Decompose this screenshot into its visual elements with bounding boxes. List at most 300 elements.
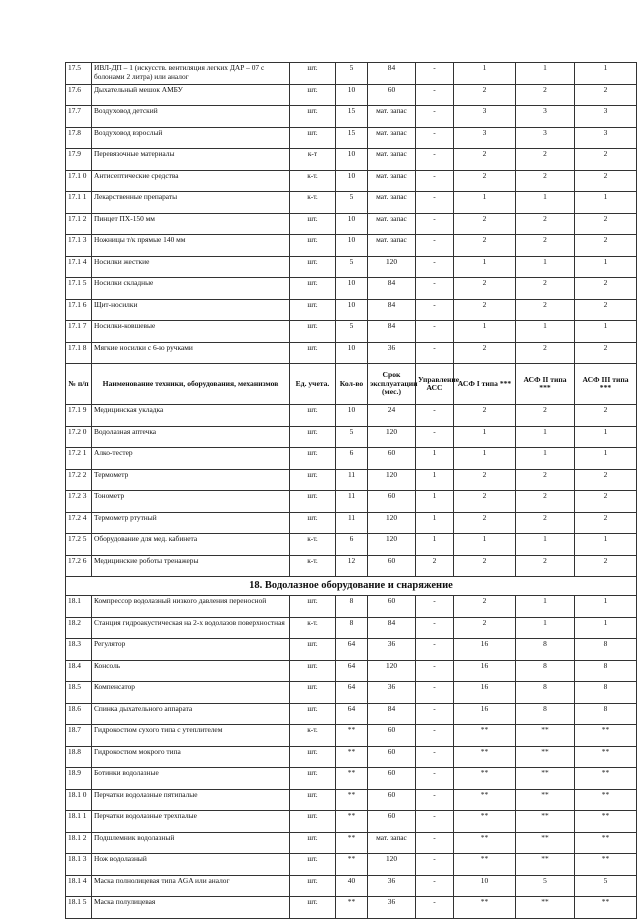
row-asf1: **	[454, 854, 516, 876]
row-num: 18.1 1	[66, 811, 92, 833]
header-name: Наименование техники, оборудования, механизмов	[92, 364, 290, 405]
row-asf3: 8	[575, 639, 637, 661]
row-num: 18.4	[66, 660, 92, 682]
row-asf2: 3	[516, 106, 575, 128]
row-mgmt: -	[416, 63, 454, 85]
row-unit: шт.	[290, 596, 336, 618]
row-asf1: 16	[454, 703, 516, 725]
row-qty: 10	[336, 170, 368, 192]
row-asf3: 3	[575, 127, 637, 149]
row-asf2: 2	[516, 491, 575, 513]
row-asf3: 8	[575, 703, 637, 725]
row-qty: 10	[336, 405, 368, 427]
row-asf2: 2	[516, 213, 575, 235]
row-asf2: 8	[516, 660, 575, 682]
table-row	[66, 426, 637, 448]
row-asf3: 1	[575, 448, 637, 470]
row-mgmt: -	[416, 321, 454, 343]
row-unit: к-т.	[290, 617, 336, 639]
row-name: Компрессор водолазный низкого давления переносной	[92, 596, 290, 618]
row-num: 18.1	[66, 596, 92, 618]
row-unit: шт.	[290, 811, 336, 833]
row-qty: **	[336, 811, 368, 833]
table-row	[66, 703, 637, 725]
table-row	[66, 768, 637, 790]
row-mgmt: -	[416, 170, 454, 192]
row-qty: 11	[336, 512, 368, 534]
row-mgmt: -	[416, 84, 454, 106]
row-asf3: **	[575, 725, 637, 747]
row-asf1: 10	[454, 875, 516, 897]
row-mgmt: 1	[416, 534, 454, 556]
row-term: мат. запас	[368, 192, 416, 214]
row-unit: шт.	[290, 235, 336, 257]
row-mgmt: -	[416, 405, 454, 427]
table-row	[66, 213, 637, 235]
row-mgmt: -	[416, 897, 454, 919]
table-row	[66, 278, 637, 300]
row-asf3: 2	[575, 555, 637, 577]
row-asf1: 2	[454, 405, 516, 427]
row-asf1: 2	[454, 596, 516, 618]
row-num: 17.2 4	[66, 512, 92, 534]
row-term: 120	[368, 256, 416, 278]
row-asf1: 1	[454, 63, 516, 85]
row-unit: к-т	[290, 149, 336, 171]
row-asf3: **	[575, 854, 637, 876]
table-row	[66, 321, 637, 343]
row-term: 24	[368, 405, 416, 427]
row-asf3: 2	[575, 170, 637, 192]
row-asf1: 2	[454, 512, 516, 534]
row-name: Компенсатор	[92, 682, 290, 704]
row-qty: 12	[336, 555, 368, 577]
row-unit: шт.	[290, 106, 336, 128]
row-asf3: **	[575, 811, 637, 833]
row-term: 120	[368, 534, 416, 556]
row-qty: 10	[336, 213, 368, 235]
row-asf2: **	[516, 789, 575, 811]
row-term: 120	[368, 660, 416, 682]
row-asf2: 1	[516, 321, 575, 343]
row-unit: шт.	[290, 491, 336, 513]
row-term: 84	[368, 703, 416, 725]
table-row	[66, 106, 637, 128]
row-term: 36	[368, 342, 416, 364]
row-qty: 64	[336, 660, 368, 682]
row-mgmt: -	[416, 875, 454, 897]
row-unit: шт.	[290, 897, 336, 919]
row-qty: 5	[336, 426, 368, 448]
row-asf2: 2	[516, 555, 575, 577]
table-row	[66, 256, 637, 278]
equipment-table	[65, 62, 637, 919]
table-row	[66, 448, 637, 470]
row-asf1: 3	[454, 106, 516, 128]
row-asf1: 1	[454, 192, 516, 214]
row-unit: шт.	[290, 789, 336, 811]
row-asf2: 2	[516, 149, 575, 171]
row-unit: шт.	[290, 639, 336, 661]
row-asf2: 2	[516, 512, 575, 534]
table-row	[66, 299, 637, 321]
row-name: Алко-тестер	[92, 448, 290, 470]
row-qty: 10	[336, 84, 368, 106]
table-row	[66, 149, 637, 171]
row-asf1: 16	[454, 660, 516, 682]
row-term: 36	[368, 897, 416, 919]
row-name: Ботинки водолазные	[92, 768, 290, 790]
row-mgmt: -	[416, 149, 454, 171]
row-term: 120	[368, 469, 416, 491]
row-asf3: 2	[575, 84, 637, 106]
row-term: 60	[368, 555, 416, 577]
row-mgmt: -	[416, 682, 454, 704]
row-term: мат. запас	[368, 149, 416, 171]
row-term: 36	[368, 682, 416, 704]
row-asf1: 1	[454, 534, 516, 556]
row-term: 60	[368, 811, 416, 833]
row-asf3: 1	[575, 63, 637, 85]
row-num: 17.2 1	[66, 448, 92, 470]
row-name: Водолазная аптечка	[92, 426, 290, 448]
row-qty: **	[336, 725, 368, 747]
row-asf1: **	[454, 725, 516, 747]
table-row	[66, 127, 637, 149]
row-qty: 15	[336, 127, 368, 149]
row-asf1: 2	[454, 278, 516, 300]
row-num: 17.1 9	[66, 405, 92, 427]
header-term: Срок эксплуатации (мес.)	[368, 364, 416, 405]
row-name: Носилки складные	[92, 278, 290, 300]
row-num: 17.1 0	[66, 170, 92, 192]
row-qty: 10	[336, 149, 368, 171]
row-name: Щит-носилки	[92, 299, 290, 321]
table-section-b	[66, 405, 637, 577]
row-unit: шт.	[290, 342, 336, 364]
row-name: Медицинская укладка	[92, 405, 290, 427]
row-qty: 8	[336, 596, 368, 618]
row-num: 17.8	[66, 127, 92, 149]
row-name: Тонометр	[92, 491, 290, 513]
row-mgmt: 1	[416, 491, 454, 513]
row-asf1: 2	[454, 84, 516, 106]
row-qty: 11	[336, 469, 368, 491]
row-qty: 10	[336, 278, 368, 300]
row-name: Пинцет ПХ-150 мм	[92, 213, 290, 235]
row-asf2: **	[516, 746, 575, 768]
row-unit: шт.	[290, 426, 336, 448]
header-num: № п/п	[66, 364, 92, 405]
row-asf3: 1	[575, 534, 637, 556]
row-name: Перчатки водолазные пятипалые	[92, 789, 290, 811]
row-asf3: 1	[575, 426, 637, 448]
row-asf2: 1	[516, 534, 575, 556]
row-unit: шт.	[290, 256, 336, 278]
row-mgmt: -	[416, 746, 454, 768]
row-name: Маска полулицевая	[92, 897, 290, 919]
row-asf1: 2	[454, 213, 516, 235]
table-row	[66, 405, 637, 427]
row-qty: 10	[336, 235, 368, 257]
table-row	[66, 639, 637, 661]
table-row	[66, 617, 637, 639]
header-mgmt: Управление АСС	[416, 364, 454, 405]
row-asf2: **	[516, 768, 575, 790]
row-mgmt: -	[416, 639, 454, 661]
row-asf3: 1	[575, 192, 637, 214]
row-mgmt: -	[416, 854, 454, 876]
row-unit: шт.	[290, 703, 336, 725]
row-unit: к-т.	[290, 725, 336, 747]
row-unit: шт.	[290, 512, 336, 534]
row-name: Воздуховод взрослый	[92, 127, 290, 149]
row-unit: к-т.	[290, 192, 336, 214]
row-asf1: 2	[454, 235, 516, 257]
row-name: Оборудование для мед. кабинета	[92, 534, 290, 556]
row-name: Ножницы т/к прямые 140 мм	[92, 235, 290, 257]
row-asf1: **	[454, 789, 516, 811]
row-asf3: 1	[575, 321, 637, 343]
row-mgmt: 1	[416, 512, 454, 534]
row-asf3: **	[575, 897, 637, 919]
row-asf1: **	[454, 768, 516, 790]
row-num: 17.1 3	[66, 235, 92, 257]
row-qty: 15	[336, 106, 368, 128]
row-term: 60	[368, 448, 416, 470]
row-mgmt: -	[416, 789, 454, 811]
row-asf2: 8	[516, 639, 575, 661]
row-asf3: 2	[575, 213, 637, 235]
row-qty: **	[336, 832, 368, 854]
row-asf2: 8	[516, 682, 575, 704]
row-asf2: **	[516, 832, 575, 854]
row-mgmt: -	[416, 235, 454, 257]
row-qty: **	[336, 897, 368, 919]
row-asf1: 1	[454, 448, 516, 470]
row-unit: к-т.	[290, 534, 336, 556]
row-asf3: **	[575, 789, 637, 811]
row-qty: **	[336, 854, 368, 876]
row-term: мат. запас	[368, 106, 416, 128]
row-asf2: 5	[516, 875, 575, 897]
table-row	[66, 789, 637, 811]
row-unit: шт.	[290, 660, 336, 682]
row-unit: шт.	[290, 875, 336, 897]
row-mgmt: -	[416, 127, 454, 149]
row-asf1: **	[454, 832, 516, 854]
table-section-c	[66, 596, 637, 919]
row-asf3: 2	[575, 235, 637, 257]
row-unit: шт.	[290, 854, 336, 876]
row-asf3: 2	[575, 299, 637, 321]
table-row	[66, 725, 637, 747]
row-name: Перевязочные материалы	[92, 149, 290, 171]
row-term: 84	[368, 278, 416, 300]
header-row	[66, 364, 637, 405]
header-asf2: АСФ II типа ***	[516, 364, 575, 405]
row-qty: 40	[336, 875, 368, 897]
row-qty: 64	[336, 639, 368, 661]
row-asf1: 1	[454, 426, 516, 448]
row-term: 60	[368, 725, 416, 747]
section-row	[66, 577, 637, 596]
row-asf3: 1	[575, 617, 637, 639]
row-unit: шт.	[290, 469, 336, 491]
row-asf3: 2	[575, 278, 637, 300]
row-unit: шт.	[290, 213, 336, 235]
table-row	[66, 491, 637, 513]
row-qty: 8	[336, 617, 368, 639]
row-mgmt: 2	[416, 555, 454, 577]
row-asf2: 1	[516, 63, 575, 85]
section-title: 18. Водолазное оборудование и снаряжение	[66, 577, 637, 596]
row-name: Гидрокостюм сухого типа с утеплителем	[92, 725, 290, 747]
row-qty: 5	[336, 192, 368, 214]
row-num: 17.2 0	[66, 426, 92, 448]
row-qty: 5	[336, 256, 368, 278]
row-term: 60	[368, 84, 416, 106]
table-row	[66, 660, 637, 682]
row-num: 18.2	[66, 617, 92, 639]
row-term: 120	[368, 512, 416, 534]
row-num: 17.9	[66, 149, 92, 171]
table-row	[66, 534, 637, 556]
row-unit: шт.	[290, 682, 336, 704]
row-num: 17.1 4	[66, 256, 92, 278]
row-asf1: 2	[454, 149, 516, 171]
row-asf1: 2	[454, 469, 516, 491]
row-num: 17.6	[66, 84, 92, 106]
row-num: 17.1 1	[66, 192, 92, 214]
row-num: 17.5	[66, 63, 92, 85]
row-qty: 5	[336, 321, 368, 343]
row-mgmt: -	[416, 342, 454, 364]
table-section-a	[66, 63, 637, 364]
row-name: Регулятор	[92, 639, 290, 661]
row-unit: шт.	[290, 63, 336, 85]
row-asf2: 1	[516, 617, 575, 639]
row-term: 60	[368, 789, 416, 811]
row-unit: к-т.	[290, 170, 336, 192]
row-name: Подшлемник водолазный	[92, 832, 290, 854]
row-asf2: 2	[516, 469, 575, 491]
row-qty: 10	[336, 342, 368, 364]
section-heading	[66, 577, 637, 596]
table-row	[66, 192, 637, 214]
header-asf1: АСФ I типа ***	[454, 364, 516, 405]
row-unit: шт.	[290, 299, 336, 321]
row-asf1: **	[454, 811, 516, 833]
row-name: Носилки жесткие	[92, 256, 290, 278]
row-asf1: 1	[454, 321, 516, 343]
row-name: Антисептические средства	[92, 170, 290, 192]
row-asf1: **	[454, 746, 516, 768]
row-asf2: 2	[516, 278, 575, 300]
row-asf3: **	[575, 746, 637, 768]
row-term: 84	[368, 299, 416, 321]
table-row	[66, 170, 637, 192]
header-qty: Кол-во	[336, 364, 368, 405]
table-row	[66, 875, 637, 897]
row-num: 17.2 5	[66, 534, 92, 556]
row-asf2: 2	[516, 170, 575, 192]
row-mgmt: 1	[416, 448, 454, 470]
row-num: 17.1 7	[66, 321, 92, 343]
table-row	[66, 854, 637, 876]
row-asf3: 8	[575, 682, 637, 704]
table-row	[66, 512, 637, 534]
row-unit: шт.	[290, 405, 336, 427]
row-asf3: 2	[575, 512, 637, 534]
row-mgmt: -	[416, 278, 454, 300]
row-num: 18.6	[66, 703, 92, 725]
row-asf2: 2	[516, 299, 575, 321]
row-qty: 6	[336, 534, 368, 556]
row-term: 120	[368, 426, 416, 448]
row-unit: шт.	[290, 278, 336, 300]
row-asf2: **	[516, 854, 575, 876]
row-asf1: 2	[454, 299, 516, 321]
row-asf2: 1	[516, 448, 575, 470]
table-row	[66, 746, 637, 768]
row-asf1: 2	[454, 491, 516, 513]
row-mgmt: -	[416, 703, 454, 725]
row-mgmt: -	[416, 596, 454, 618]
row-asf3: 2	[575, 342, 637, 364]
row-asf3: 1	[575, 256, 637, 278]
row-asf1: 2	[454, 555, 516, 577]
row-term: 36	[368, 875, 416, 897]
row-mgmt: -	[416, 426, 454, 448]
row-asf3: 3	[575, 106, 637, 128]
row-asf1: 16	[454, 682, 516, 704]
row-asf2: 2	[516, 342, 575, 364]
table-row	[66, 469, 637, 491]
row-num: 18.5	[66, 682, 92, 704]
row-mgmt: -	[416, 725, 454, 747]
row-asf2: 1	[516, 596, 575, 618]
row-term: 60	[368, 491, 416, 513]
row-mgmt: -	[416, 192, 454, 214]
row-asf2: 2	[516, 235, 575, 257]
row-name: Дыхательный мешок АМБУ	[92, 84, 290, 106]
row-asf1: 2	[454, 342, 516, 364]
row-asf1: **	[454, 897, 516, 919]
row-mgmt: -	[416, 660, 454, 682]
row-unit: шт.	[290, 127, 336, 149]
row-asf2: **	[516, 897, 575, 919]
table-row	[66, 235, 637, 257]
table-row	[66, 342, 637, 364]
row-qty: 64	[336, 682, 368, 704]
row-asf2: 2	[516, 84, 575, 106]
row-name: Воздуховод детский	[92, 106, 290, 128]
row-num: 18.1 3	[66, 854, 92, 876]
row-term: 120	[368, 854, 416, 876]
row-term: мат. запас	[368, 213, 416, 235]
row-term: мат. запас	[368, 170, 416, 192]
row-mgmt: -	[416, 106, 454, 128]
row-term: мат. запас	[368, 235, 416, 257]
row-asf2: 1	[516, 426, 575, 448]
row-asf1: 1	[454, 256, 516, 278]
row-asf1: 3	[454, 127, 516, 149]
row-qty: **	[336, 768, 368, 790]
row-name: Термометр ртутный	[92, 512, 290, 534]
row-asf2: 2	[516, 405, 575, 427]
row-term: 36	[368, 639, 416, 661]
